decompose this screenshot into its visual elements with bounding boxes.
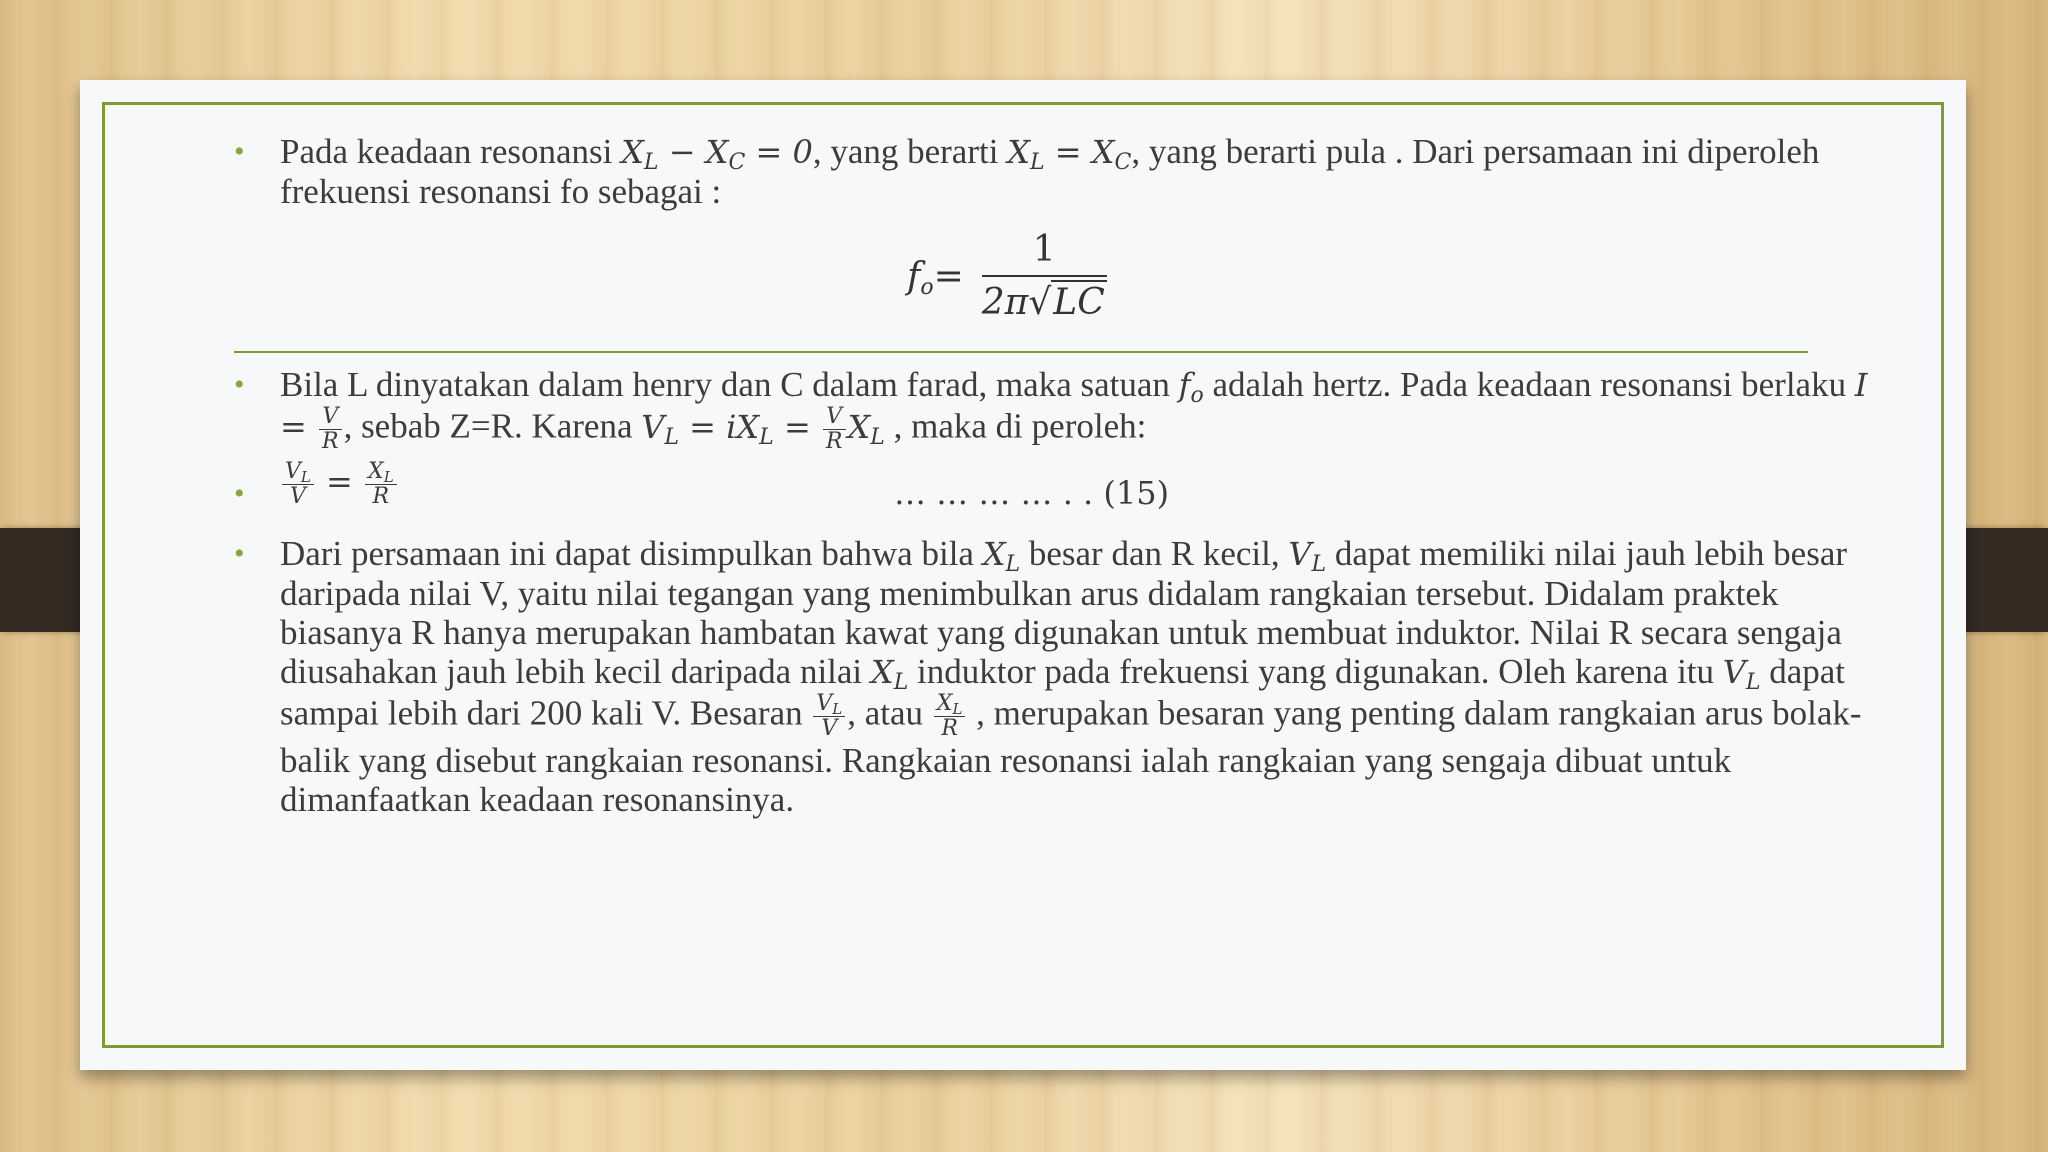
bullet-icon: • <box>234 368 245 401</box>
math-vl-3: $V_L$ <box>1722 653 1761 695</box>
text: induktor pada frekuensi yang digunakan. Oleh karena itu <box>908 652 1723 691</box>
text: , yang berarti <box>812 132 1008 171</box>
slide-content <box>234 132 1880 819</box>
text: , yang berarti pula . Dari persamaan ini diperoleh frekuensi resonansi fo sebagai : <box>280 132 1820 211</box>
text: , atau <box>847 693 932 733</box>
formula-numerator: 1 <box>982 230 1107 277</box>
paragraph-units <box>234 365 1880 454</box>
separator-line <box>234 351 1808 353</box>
fraction-vl-over-v: $\frac{V_L}{V}$ <box>282 460 314 509</box>
bullet-icon: • <box>234 477 245 510</box>
fraction-v-over-r: $\frac{V}{R}$ <box>319 405 342 454</box>
math-current: I = <box>280 366 1868 446</box>
paragraph-resonance-condition <box>234 132 1880 211</box>
text: , sebab Z=R. Karena <box>343 406 642 446</box>
text: dapat memiliki nilai jauh lebih besar daripada nilai V, yaitu nilai tegangan yang menimbulkan arus didalam rangkaian tersebut. Didalam praktek biasanya R hanya merupakan hambatan kawat yang digunakan untuk membuat induktor. Nilai R secara sengaja diusahakan jauh lebih kecil daripada nilai <box>280 534 1848 691</box>
math-fo: $f_o$ <box>1178 366 1204 408</box>
text: Pada keadaan resonansi <box>280 132 622 171</box>
equation-15 <box>234 460 1880 534</box>
math-xl-3: $X_L$ <box>982 535 1021 577</box>
formula-fraction <box>982 230 1107 322</box>
math-xl: $X_L - X_C = 0$ <box>621 133 813 175</box>
text: , merupakan besaran yang penting dalam rangkaian arus bolak-balik yang disebut rangkaian resonansi. Rangkaian resonansi ialah rangkaian yang sengaja dibuat untuk dimanfaatkan keadaan resonansinya. <box>280 693 1862 819</box>
math-xl-4: $X_L$ <box>870 653 909 695</box>
bullet-icon: • <box>234 135 245 168</box>
math-xl-2: $X_L$ <box>847 407 885 450</box>
fraction-xl-over-r: $\frac{X_L}{R}$ <box>365 460 397 509</box>
formula-resonant-frequency <box>234 221 1880 351</box>
equals-sign: = <box>315 462 364 501</box>
math-vl-2: $V_L$ <box>1288 535 1327 577</box>
fraction-v-over-r-2: $\frac{V}{R}$ <box>823 405 846 454</box>
text: , maka di peroleh: <box>884 406 1147 446</box>
bullet-icon: • <box>234 537 245 570</box>
formula-denominator: 2π√LC <box>981 282 1105 323</box>
math-vl: $V_L = iX_L$ = <box>641 407 821 450</box>
fraction-xl-over-r-2: $\frac{X_L}{R}$ <box>934 692 966 741</box>
math-xl-eq-xc: $X_L = X_C$ <box>1007 133 1132 175</box>
text: Dari persamaan ini dapat disimpulkan bahwa bila <box>280 534 983 573</box>
text: dapat sampai lebih dari 200 kali V. Besaran <box>280 652 1846 733</box>
formula-lhs: $f_o$ <box>907 255 934 300</box>
text: besar dan R kecil, <box>1020 534 1289 573</box>
text: Bila L dinyatakan dalam henry dan C dalam farad, maka satuan <box>280 365 1179 404</box>
fraction-vl-over-v-2: $\frac{V_L}{V}$ <box>813 692 845 741</box>
equation-number: … … … … . . (15) <box>894 474 1170 512</box>
formula-equals: = <box>933 255 964 297</box>
slide <box>80 80 1966 1070</box>
paragraph-conclusion <box>234 534 1880 819</box>
text: adalah hertz. Pada keadaan resonansi berlaku <box>1203 365 1855 404</box>
